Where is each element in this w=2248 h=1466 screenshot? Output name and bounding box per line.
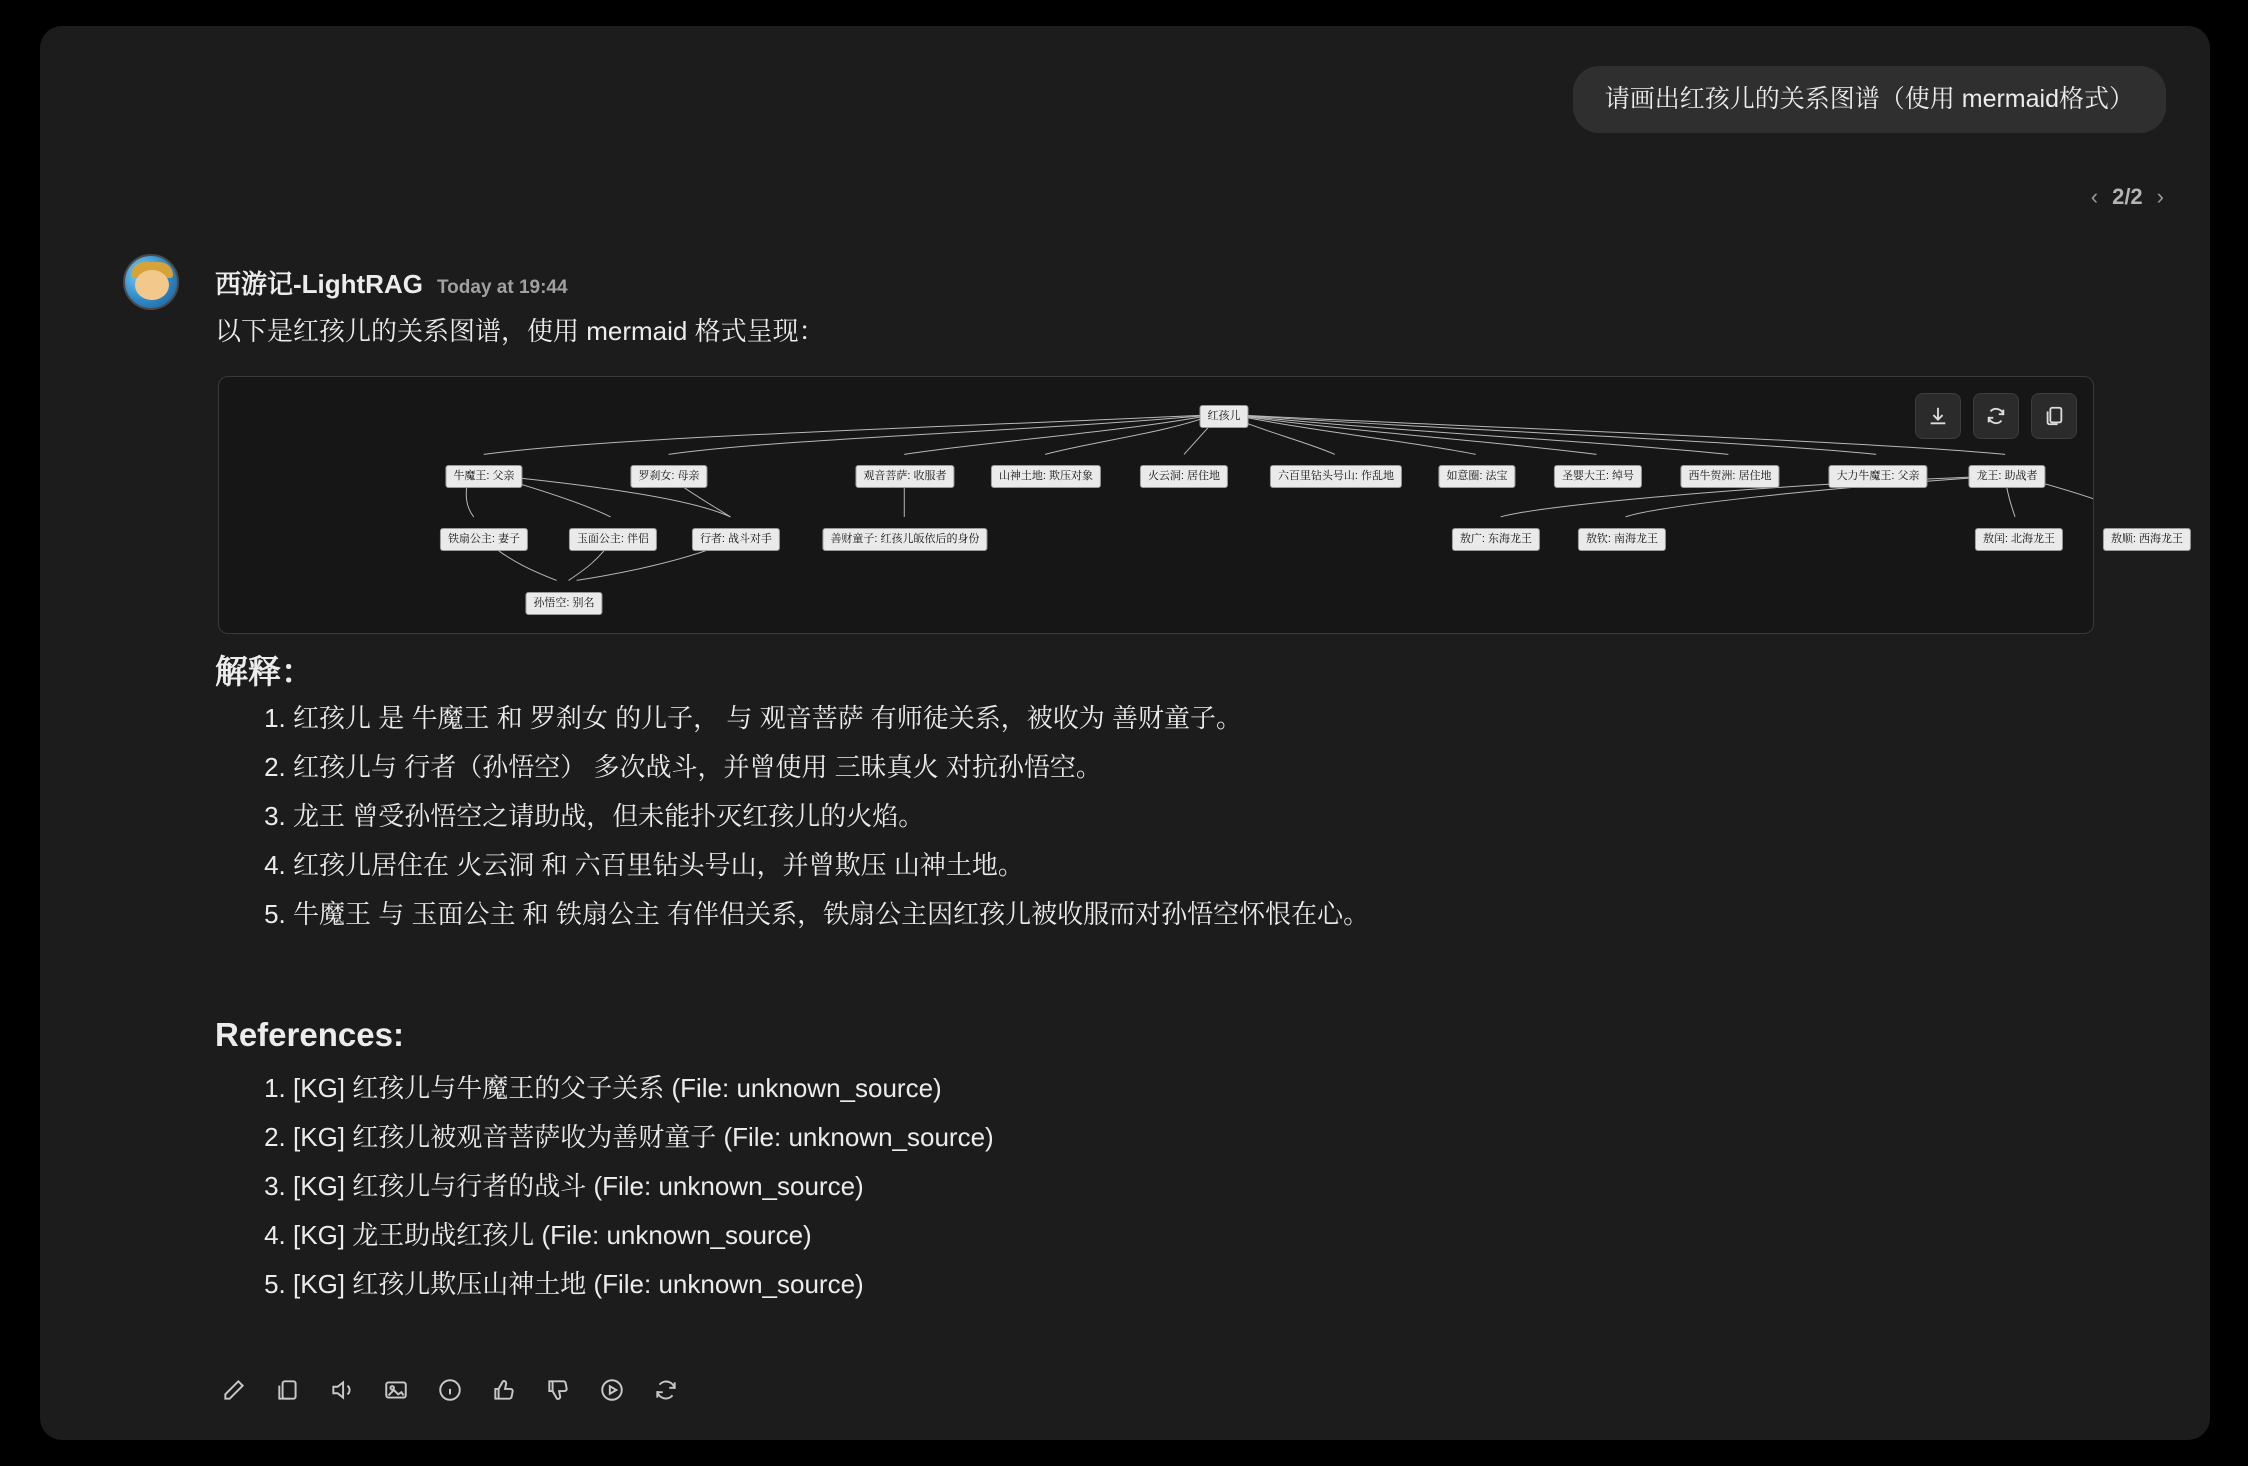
mermaid-canvas xyxy=(219,377,2184,633)
explanation-item: 3. 龙王 曾受孙悟空之请助战，但未能扑灭红孩儿的火焰。 xyxy=(293,799,2085,834)
pager-prev-icon[interactable]: ‹ xyxy=(2090,184,2099,209)
play-icon[interactable] xyxy=(598,1376,626,1404)
mermaid-node: 罗刹女: 母亲 xyxy=(630,465,707,488)
mermaid-node: 孙悟空: 别名 xyxy=(525,592,602,615)
reference-item: 1. [KG] 红孩儿与牛魔王的父子关系 (File: unknown_source) xyxy=(293,1071,2085,1106)
explanation-item: 2. 红孩儿与 行者（孙悟空） 多次战斗，并曾使用 三昧真火 对抗孙悟空。 xyxy=(293,750,2085,785)
mermaid-node: 敖广: 东海龙王 xyxy=(1452,528,1540,551)
explanation-heading: 解释： xyxy=(215,653,314,690)
mermaid-node: 牛魔王: 父亲 xyxy=(445,465,522,488)
mermaid-node: 红孩儿 xyxy=(1200,405,1249,428)
avatar xyxy=(123,254,179,310)
message-action-bar[interactable] xyxy=(220,1376,680,1404)
mermaid-node: 火云洞: 居住地 xyxy=(1140,465,1228,488)
mermaid-node: 敖顺: 西海龙王 xyxy=(2103,528,2191,551)
edit-icon[interactable] xyxy=(220,1376,248,1404)
regenerate-icon[interactable] xyxy=(652,1376,680,1404)
reference-item: 2. [KG] 红孩儿被观音菩萨收为善财童子 (File: unknown_source) xyxy=(293,1120,2085,1155)
speaker-icon[interactable] xyxy=(328,1376,356,1404)
message-pager[interactable] xyxy=(2091,184,2164,210)
reference-item: 4. [KG] 龙王助战红孩儿 (File: unknown_source) xyxy=(293,1218,2085,1253)
diagram-toolbar[interactable] xyxy=(1915,393,2077,439)
copy-icon[interactable] xyxy=(2031,393,2077,439)
references-heading: References: xyxy=(215,1016,404,1053)
mermaid-node: 玉面公主: 伴侣 xyxy=(569,528,657,551)
refresh-icon[interactable] xyxy=(1973,393,2019,439)
chat-panel xyxy=(40,26,2210,1440)
explanation-list xyxy=(235,701,2085,946)
thumbs-up-icon[interactable] xyxy=(490,1376,518,1404)
mermaid-diagram-card xyxy=(218,376,2184,634)
assistant-intro-text: 以下是红孩儿的关系图谱，使用 mermaid 格式呈现： xyxy=(215,316,825,346)
mermaid-node: 敖钦: 南海龙王 xyxy=(1578,528,1666,551)
thumbs-down-icon[interactable] xyxy=(544,1376,572,1404)
mermaid-node: 观音菩萨: 收服者 xyxy=(855,465,954,488)
user-message-row xyxy=(1573,66,2166,133)
mermaid-node: 山神土地: 欺压对象 xyxy=(991,465,1101,488)
user-message-bubble: 请画出红孩儿的关系图谱（使用 mermaid格式） xyxy=(1573,66,2166,133)
mermaid-node: 如意圈: 法宝 xyxy=(1438,465,1515,488)
reference-item: 5. [KG] 红孩儿欺压山神土地 (File: unknown_source) xyxy=(293,1267,2085,1302)
image-icon[interactable] xyxy=(382,1376,410,1404)
mermaid-edges xyxy=(219,377,2093,633)
mermaid-node: 六百里钻头号山: 作乱地 xyxy=(1270,465,1402,488)
copy-icon[interactable] xyxy=(274,1376,302,1404)
info-icon[interactable] xyxy=(436,1376,464,1404)
avatar-face xyxy=(135,270,169,300)
mermaid-node: 行者: 战斗对手 xyxy=(692,528,780,551)
assistant-timestamp: Today at 19:44 xyxy=(436,277,568,298)
download-icon[interactable] xyxy=(1915,393,1961,439)
assistant-name: 西游记-LightRAG xyxy=(215,269,423,299)
explanation-item: 1. 红孩儿 是 牛魔王 和 罗刹女 的儿子， 与 观音菩萨 有师徒关系，被收为 善财童子。 xyxy=(293,701,2085,736)
mermaid-node: 西牛贺洲: 居住地 xyxy=(1680,465,1779,488)
explanation-item: 5. 牛魔王 与 玉面公主 和 铁扇公主 有伴侣关系，铁扇公主因红孩儿被收服而对孙悟空怀恨在心。 xyxy=(293,897,2085,932)
mermaid-node: 龙王: 助战者 xyxy=(1968,465,2045,488)
explanation-item: 4. 红孩儿居住在 火云洞 和 六百里钻头号山，并曾欺压 山神土地。 xyxy=(293,848,2085,883)
references-list xyxy=(235,1071,2085,1316)
mermaid-node: 大力牛魔王: 父亲 xyxy=(1828,465,1927,488)
pager-next-icon[interactable]: › xyxy=(2156,184,2164,209)
mermaid-node: 善财童子: 红孩儿皈依后的身份 xyxy=(822,528,987,551)
mermaid-node: 圣婴大王: 绰号 xyxy=(1554,465,1642,488)
pager-count: 2/2 xyxy=(2112,184,2143,209)
assistant-header xyxy=(215,264,568,301)
mermaid-node: 铁扇公主: 妻子 xyxy=(440,528,528,551)
reference-item: 3. [KG] 红孩儿与行者的战斗 (File: unknown_source) xyxy=(293,1169,2085,1204)
mermaid-node: 敖闰: 北海龙王 xyxy=(1975,528,2063,551)
